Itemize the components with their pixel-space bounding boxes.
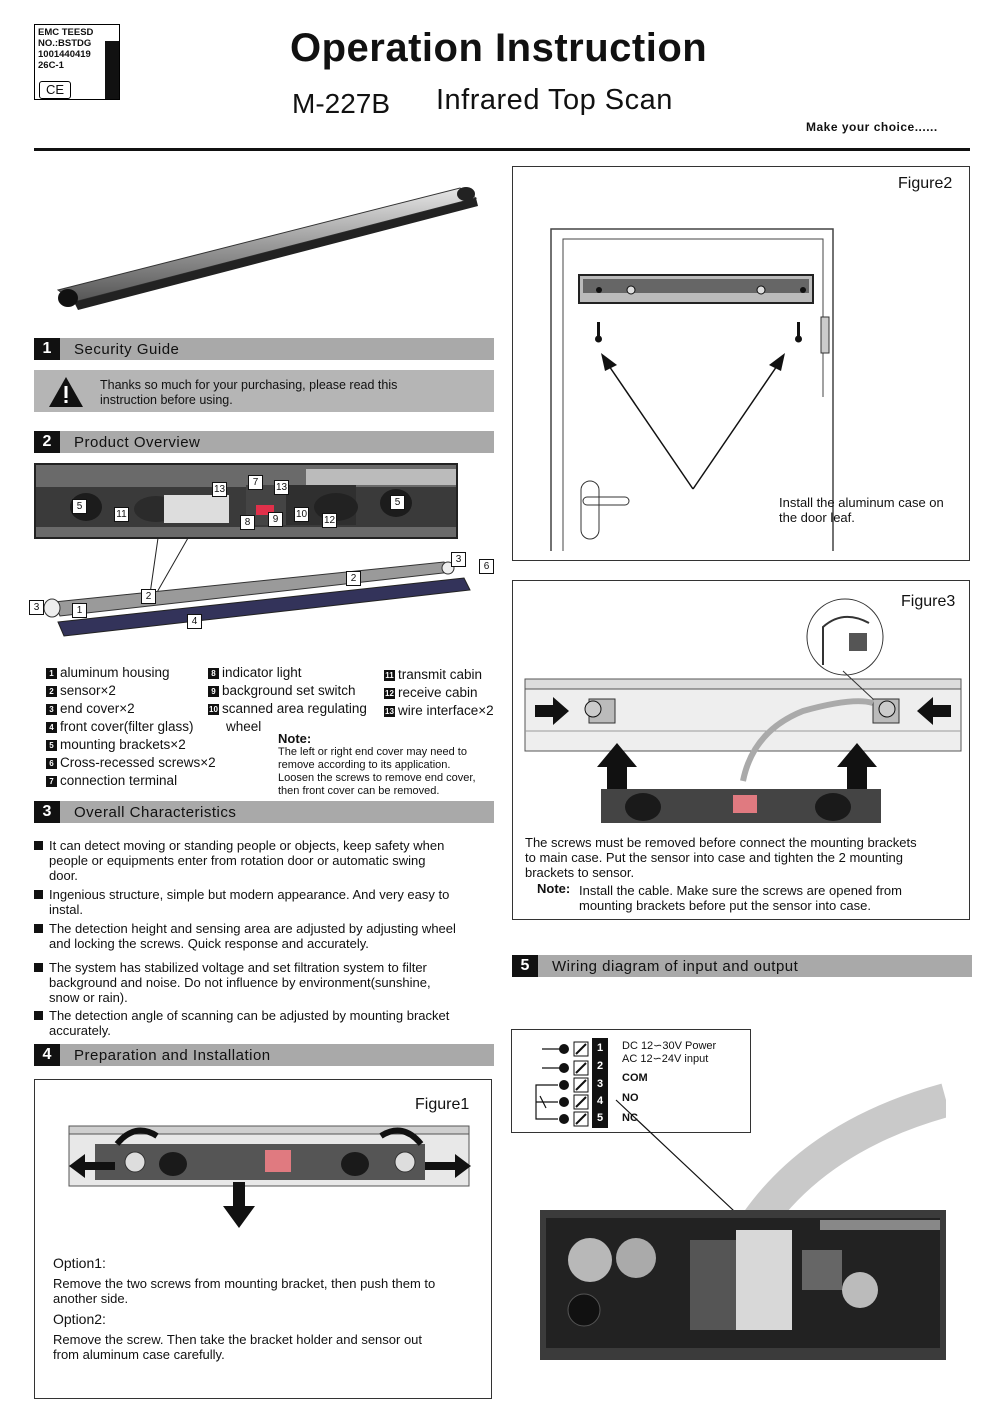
callout-number: 11 <box>114 507 129 522</box>
part-label-wrap: wheel <box>226 719 262 734</box>
callout-number: 3 <box>29 600 44 615</box>
warning-text-line: instruction before using. <box>100 393 233 407</box>
bullet-square-icon <box>34 924 43 933</box>
emc-certification-box <box>34 24 120 100</box>
part-number: 2 <box>46 686 57 697</box>
option2-line: Remove the screw. Then take the bracket holder and sensor out <box>53 1332 423 1347</box>
callout-number: 2 <box>346 571 361 586</box>
part-label: scanned area regulating <box>222 701 367 716</box>
part-label: mounting brackets×2 <box>60 737 186 752</box>
figure-label: Figure1 <box>415 1096 470 1113</box>
part-item <box>46 772 216 790</box>
no-label: NO <box>622 1092 639 1104</box>
part-label: end cover×2 <box>60 701 135 716</box>
part-item <box>384 666 494 684</box>
characteristic-line: Ingenious structure, simple but modern appearance. And very easy to <box>49 887 450 902</box>
part-item <box>208 664 367 682</box>
figure-1 <box>34 1079 492 1399</box>
callout-number: 7 <box>248 475 263 490</box>
figure3-caption-line: The screws must be removed before connect the mounting brackets <box>525 835 917 850</box>
option1-text <box>53 1276 435 1306</box>
callout-number: 3 <box>451 552 466 567</box>
emc-black-bar <box>105 41 119 99</box>
callout-number: 13 <box>213 484 226 495</box>
part-label: transmit cabin <box>398 667 483 682</box>
characteristic-line: people or equipments enter from rotation door or automatic swing <box>49 853 426 868</box>
part-label: Cross-recessed screws×2 <box>60 755 216 770</box>
section-label: Overall Characteristics <box>74 803 237 821</box>
part-item <box>208 682 367 700</box>
warning-box <box>34 370 494 412</box>
section-header-characteristics <box>34 801 494 823</box>
section-number: 3 <box>34 801 60 823</box>
bullet-square-icon <box>34 963 43 972</box>
characteristic-item <box>34 838 510 883</box>
characteristic-line: The detection height and sensing area are adjusted by adjusting wheel <box>49 921 456 936</box>
figure2-caption-line: Install the aluminum case on <box>779 495 944 510</box>
characteristic-item <box>34 921 510 951</box>
callout-number: 12 <box>323 515 336 526</box>
part-item <box>384 702 494 720</box>
figure3-note-line: mounting brackets before put the sensor into case. <box>579 898 871 913</box>
callout-number: 8 <box>240 515 255 530</box>
bullet-square-icon <box>34 841 43 850</box>
section-header-installation <box>34 1044 494 1066</box>
figure3-note-title: Note: <box>537 881 571 896</box>
characteristic-item <box>34 960 510 1005</box>
part-label: background set switch <box>222 683 356 698</box>
part-item <box>46 718 216 736</box>
emc-line: 26C-1 <box>38 60 64 71</box>
terminal-number: 5 <box>596 1112 604 1124</box>
section-number: 1 <box>34 338 60 360</box>
note-line: Loosen the screws to remove end cover, <box>278 772 476 784</box>
option1-title: Option1: <box>53 1255 106 1271</box>
option2-text <box>53 1332 422 1362</box>
figure2-caption <box>779 495 944 525</box>
note-title: Note: <box>278 731 312 746</box>
characteristic-line: instal. <box>49 902 83 917</box>
characteristic-line: accurately. <box>49 1023 111 1038</box>
overview-note <box>278 731 510 798</box>
part-number: 4 <box>46 722 57 733</box>
power-line: AC 12∽24V input <box>622 1053 709 1065</box>
section-header-wiring <box>512 955 972 977</box>
part-label: aluminum housing <box>60 665 170 680</box>
figure-2 <box>512 166 970 561</box>
overview-leader-lines <box>34 538 504 648</box>
emc-line: EMC TEESD <box>38 27 94 38</box>
characteristic-item <box>34 887 510 917</box>
section-number: 2 <box>34 431 60 453</box>
characteristic-line: The detection angle of scanning can be adjusted by mounting bracket <box>49 1008 450 1023</box>
section-number: 5 <box>512 955 538 977</box>
com-label: COM <box>622 1072 648 1084</box>
callout-number: 10 <box>295 509 308 520</box>
part-item <box>46 736 216 754</box>
callout-number: 9 <box>268 512 283 527</box>
slogan: Make your choice...... <box>806 120 938 134</box>
section-label: Security Guide <box>74 340 180 358</box>
part-item <box>208 700 367 718</box>
characteristic-line: background and noise. Do not influence by environment(sunshine, <box>49 975 431 990</box>
figure-3 <box>512 580 970 920</box>
characteristic-line: The system has stabilized voltage and set filtration system to filter <box>49 960 427 975</box>
callout-number: 5 <box>72 499 87 514</box>
note-line: then front cover can be removed. <box>278 785 440 797</box>
parts-list-col1 <box>46 664 216 790</box>
callout-number: 2 <box>141 589 156 604</box>
section-label: Product Overview <box>74 433 201 451</box>
part-item <box>46 664 216 682</box>
sensor-bar-illustration <box>50 178 500 318</box>
part-item <box>46 682 216 700</box>
part-number: 11 <box>385 670 394 680</box>
figure1-sensor-graphic <box>65 1122 475 1232</box>
section-label: Wiring diagram of input and output <box>552 957 799 975</box>
sensor-closeup-photo <box>34 463 458 539</box>
parts-list-col2 <box>208 664 367 736</box>
part-number: 13 <box>385 706 394 716</box>
part-number: 3 <box>46 704 57 715</box>
part-item <box>46 754 216 772</box>
part-number: 6 <box>46 758 57 769</box>
bullet-square-icon <box>34 1011 43 1020</box>
callout-number: 4 <box>187 614 202 629</box>
figure3-sensor-graphic <box>513 581 969 831</box>
figure3-note <box>579 883 902 913</box>
figure-label: Figure2 <box>898 175 953 192</box>
callout-number: 5 <box>390 495 405 510</box>
model-number: M-227B <box>292 88 391 119</box>
ce-mark-icon: CE <box>39 81 71 99</box>
nc-label: NC <box>622 1112 638 1124</box>
warning-triangle-icon <box>48 376 84 408</box>
note-line: remove according to its application. <box>278 759 451 771</box>
part-label: wire interface×2 <box>398 703 494 718</box>
figure3-caption-line: to main case. Put the sensor into case and tighten the 2 mounting <box>525 850 903 865</box>
section-number: 4 <box>34 1044 60 1066</box>
product-subtitle: Infrared Top Scan <box>436 84 673 116</box>
terminal-number: 2 <box>596 1060 604 1072</box>
option1-line: Remove the two screws from mounting bracket, then push them to <box>53 1276 436 1291</box>
section-header-security <box>34 338 494 360</box>
section-label: Preparation and Installation <box>74 1046 271 1064</box>
option2-title: Option2: <box>53 1311 106 1327</box>
figure2-caption-line: the door leaf. <box>779 510 855 525</box>
part-number: 12 <box>385 688 394 698</box>
callout-number: 1 <box>72 603 87 618</box>
part-number: 8 <box>208 668 219 679</box>
power-line: DC 12∽30V Power <box>622 1040 717 1052</box>
section-header-overview <box>34 431 494 453</box>
page-title: Operation Instruction <box>290 26 708 70</box>
part-label: indicator light <box>222 665 302 680</box>
terminal-number: 4 <box>596 1095 604 1107</box>
part-label: receive cabin <box>398 685 478 700</box>
note-line: The left or right end cover may need to <box>278 746 467 758</box>
parts-list-col3 <box>384 666 494 720</box>
wiring-board-photo <box>540 1060 946 1360</box>
part-number: 5 <box>46 740 57 751</box>
option1-line: another side. <box>53 1291 129 1306</box>
emc-line: NO.:BSTDG <box>38 38 92 49</box>
part-number: 10 <box>209 704 218 714</box>
characteristic-line: It can detect moving or standing people or objects, keep safety when <box>49 838 445 853</box>
warning-text-line: Thanks so much for your purchasing, please read this <box>100 378 398 392</box>
figure3-caption <box>525 835 917 880</box>
characteristic-line: door. <box>49 868 78 883</box>
figure3-caption-line: brackets to sensor. <box>525 865 635 880</box>
characteristic-line: snow or rain). <box>49 990 128 1005</box>
option2-line: from aluminum case carefully. <box>53 1347 225 1362</box>
part-item <box>46 700 216 718</box>
part-label: connection terminal <box>60 773 178 788</box>
terminal-number: 3 <box>596 1078 604 1090</box>
part-item <box>384 684 494 702</box>
part-number: 9 <box>208 686 219 697</box>
characteristic-item <box>34 1008 510 1038</box>
callout-number: 13 <box>275 482 288 493</box>
figure-label: Figure3 <box>901 593 956 610</box>
part-label: sensor×2 <box>60 683 116 698</box>
header-divider <box>34 148 970 151</box>
bullet-square-icon <box>34 890 43 899</box>
figure3-note-line: Install the cable. Make sure the screws are opened from <box>579 883 902 898</box>
part-number: 7 <box>46 776 57 787</box>
terminal-number: 1 <box>596 1042 604 1054</box>
emc-line: 1001440419 <box>38 49 91 60</box>
part-number: 1 <box>46 668 57 679</box>
callout-number: 6 <box>479 559 494 574</box>
characteristic-line: and locking the screws. Quick response and accurately. <box>49 936 369 951</box>
part-label: front cover(filter glass) <box>60 719 194 734</box>
